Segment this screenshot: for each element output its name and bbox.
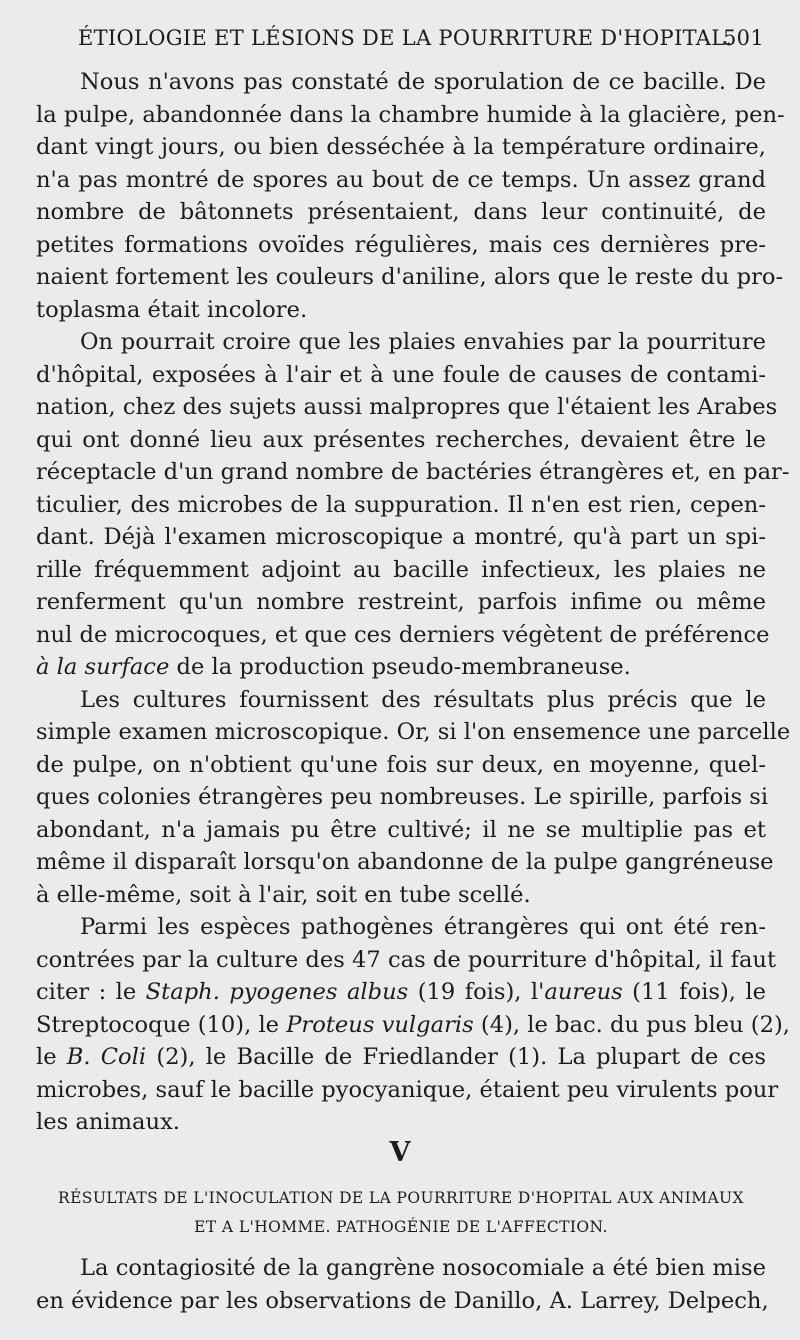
italic-text: Proteus vulgaris <box>286 1011 474 1038</box>
text-run: (4), le bac. du pus bleu (2), <box>473 1011 790 1038</box>
page-number: 501 <box>723 26 764 50</box>
paragraph-line: naient fortement les couleurs d'aniline, alors que le reste du pro- <box>36 264 784 290</box>
paragraph-line: Nous n'avons pas constaté de sporulation de ce bacille. De <box>80 69 766 95</box>
paragraph-line: de pulpe, on n'obtient qu'une fois sur deux, en moyenne, quel- <box>36 751 766 778</box>
paragraph-line: même il disparaît lorsqu'on abandonne de la pulpe gangréneuse <box>36 849 774 875</box>
paragraph-line: Les cultures fournissent des résultats plus précis que le <box>80 686 766 713</box>
section-number: V <box>389 1137 411 1168</box>
section-title <box>36 1184 766 1242</box>
text-run: Streptocoque (10), le <box>36 1011 287 1038</box>
paragraph-line: qui ont donné lieu aux présentes recherches, devaient être le <box>36 426 766 453</box>
paragraph-line: toplasma était incolore. <box>36 296 308 323</box>
running-head-title: ÉTIOLOGIE ET LÉSIONS DE LA POURRITURE D'HOPITAL. <box>78 26 733 50</box>
paragraph-line: d'hôpital, exposées à l'air et à une foule de causes de contami- <box>36 361 766 388</box>
text-run: (2), le Bacille de Friedlander (1). La plupart de ces <box>146 1044 767 1070</box>
paragraph-line: à elle-même, soit à l'air, soit en tube scellé. <box>36 881 531 908</box>
paragraph-line: Parmi les espèces pathogènes étrangères qui ont été ren- <box>80 914 766 940</box>
paragraph-line <box>36 651 766 684</box>
italic-text: Staph. pyogenes albus <box>145 979 409 1005</box>
paragraph-line: en évidence par les observations de Danillo, A. Larrey, Delpech, <box>36 1287 769 1314</box>
paragraph-line: abondant, n'a jamais pu être cultivé; il ne se multiplie pas et <box>36 816 766 843</box>
paragraph-line: nul de microcoques, et que ces derniers végètent de préférence <box>36 621 770 648</box>
paragraph-line: ques colonies étrangères peu nombreuses. Le spirille, parfois si <box>36 784 769 810</box>
paragraph-line: On pourrait croire que les plaies envahies par la pourriture <box>80 329 766 355</box>
paragraph-line: renferment qu'un nombre restreint, parfois infime ou même <box>36 589 766 615</box>
paragraph-line: petites formations ovoïdes régulières, mais ces dernières pre- <box>36 231 766 258</box>
paragraph-line: nation, chez des sujets aussi malpropres que l'étaient les Arabes <box>36 394 778 420</box>
italic-text: à la surface <box>36 654 170 680</box>
paragraph-line <box>36 976 766 1009</box>
paragraph-line: microbes, sauf le bacille pyocyanique, étaient peu virulents pour <box>36 1076 779 1103</box>
paragraph-line: réceptacle d'un grand nombre de bactéries étrangères et, en par- <box>36 459 790 485</box>
paragraph-line: rille fréquemment adjoint au bacille infectieux, les plaies ne <box>36 556 766 583</box>
paragraph-line: La contagiosité de la gangrène nosocomiale a été bien mise <box>80 1255 766 1281</box>
paragraph-line: simple examen microscopique. Or, si l'on ensemence une parcelle <box>36 719 791 745</box>
section-title-line: RÉSULTATS DE L'INOCULATION DE LA POURRITURE D'HOPITAL AUX ANIMAUX <box>58 1189 744 1207</box>
paragraph-line: contrées par la culture des 47 cas de pourriture d'hôpital, il faut <box>36 946 777 973</box>
paragraph-line: dant. Déjà l'examen microscopique a montré, qu'à part un spi- <box>36 524 766 550</box>
section-title-line: ET A L'HOMME. PATHOGÉNIE DE L'AFFECTION. <box>194 1218 608 1236</box>
paragraph-line <box>36 1041 766 1074</box>
section-text <box>36 1252 769 1317</box>
text-run: citer : le <box>36 979 146 1005</box>
paragraph-line <box>36 1009 790 1042</box>
italic-text: aureus <box>544 979 623 1005</box>
running-head <box>0 18 800 58</box>
text-run: le <box>36 1044 67 1070</box>
paragraph-line: nombre de bâtonnets présentaient, dans leur continuité, de <box>36 199 766 225</box>
text-run: de la production pseudo-membraneuse. <box>169 654 631 680</box>
paragraph-line: dant vingt jours, ou bien desséchée à la température ordinaire, <box>36 134 766 160</box>
paragraph-line: les animaux. <box>36 1109 180 1135</box>
paragraph-line: la pulpe, abandonnée dans la chambre humide à la glacière, pen- <box>36 101 785 128</box>
paragraph-line: n'a pas montré de spores au bout de ce temps. Un assez grand <box>36 166 766 193</box>
paragraph-line: ticulier, des microbes de la suppuration. Il n'en est rien, cepen- <box>36 491 766 518</box>
main-text <box>36 66 791 1139</box>
italic-text: B. Coli <box>66 1044 147 1070</box>
text-run: (11 fois), le <box>622 979 766 1005</box>
text-run: (19 fois), l' <box>408 979 545 1005</box>
